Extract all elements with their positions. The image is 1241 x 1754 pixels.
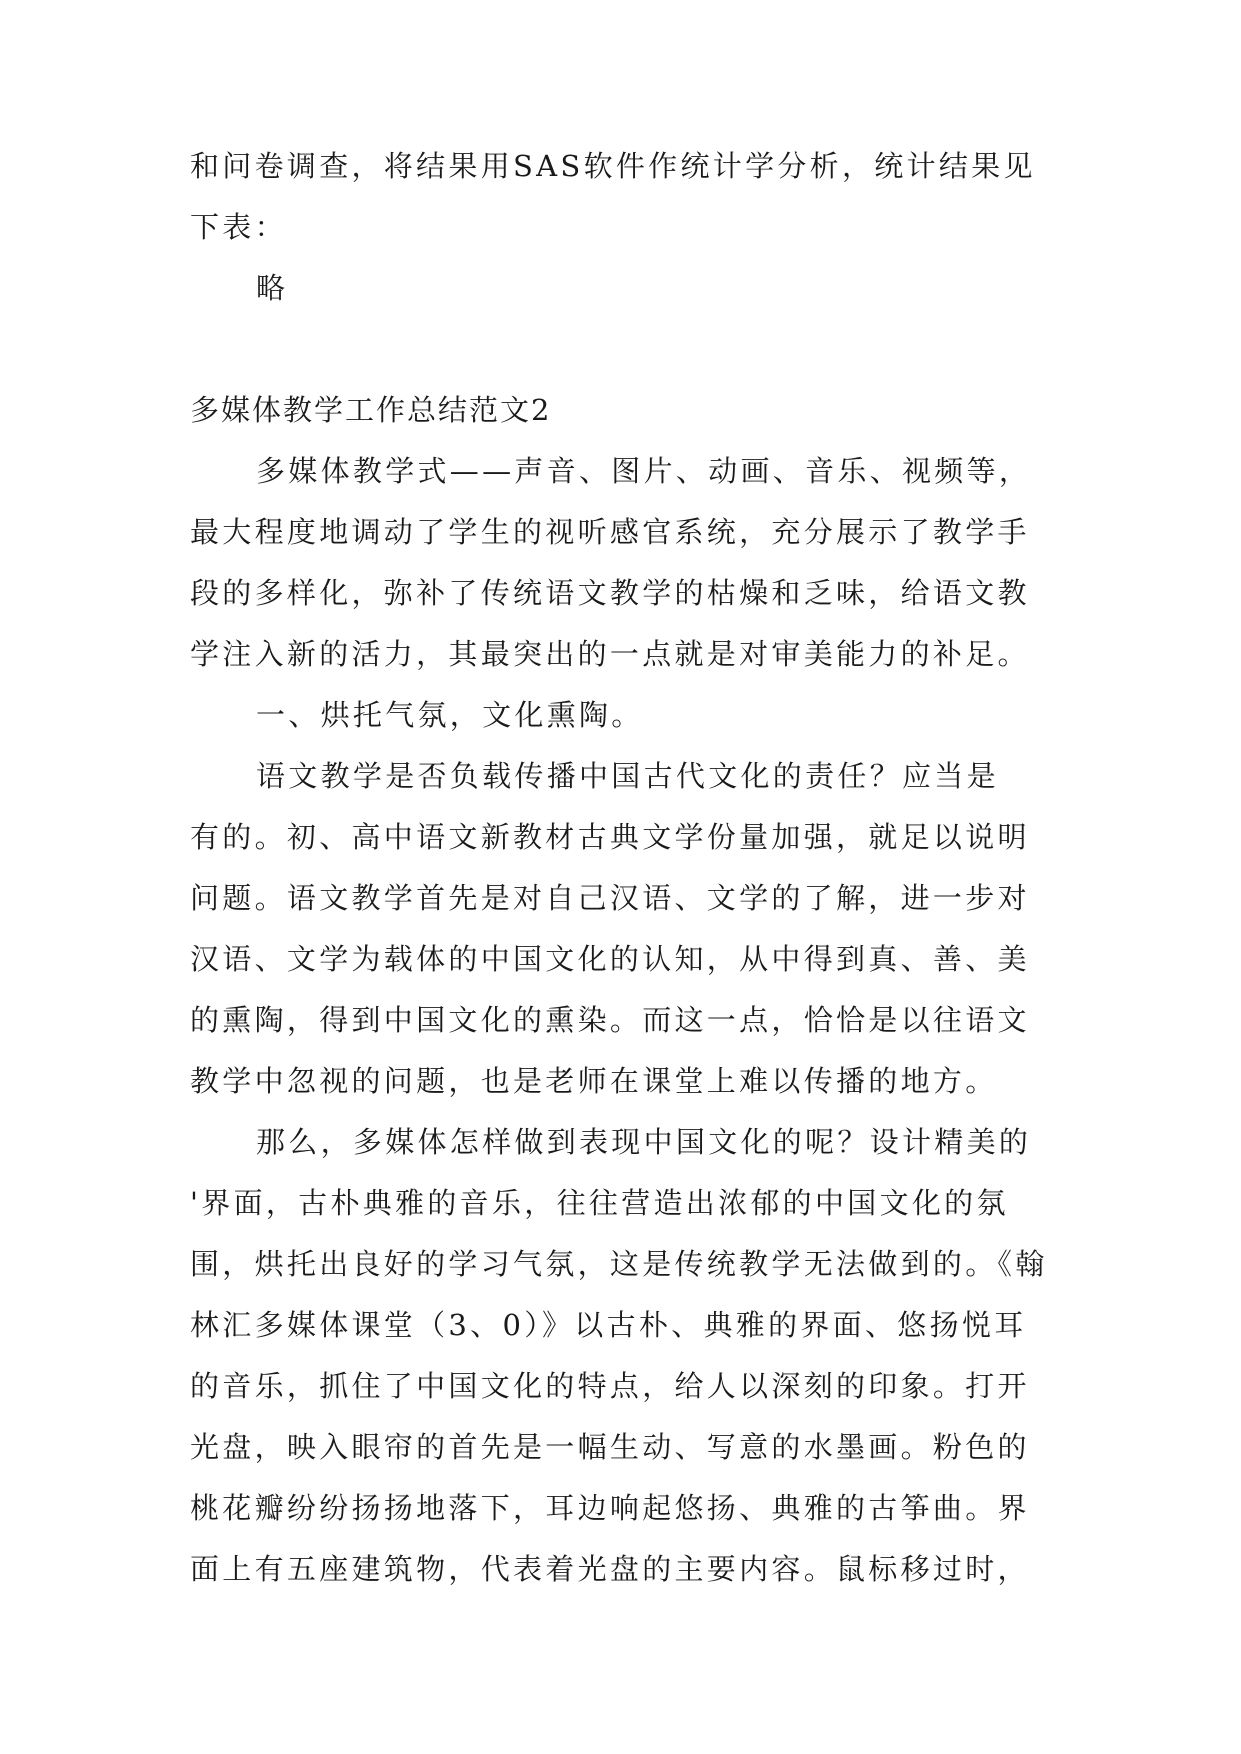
text-line: 光盘，映入眼帘的首先是一幅生动、写意的水墨画。粉色的 xyxy=(190,1430,1030,1464)
text-line: 下表： xyxy=(190,210,287,244)
text-line: 有的。初、高中语文新教材古典文学份量加强，就足以说明 xyxy=(190,820,1030,854)
text-line: 教学中忽视的问题，也是老师在课堂上难以传播的地方。 xyxy=(190,1064,998,1098)
text-line: 略 xyxy=(256,271,289,305)
text-line: 汉语、文学为载体的中国文化的认知，从中得到真、善、美 xyxy=(190,942,1030,976)
text-line: 多媒体教学式——声音、图片、动画、音乐、视频等， xyxy=(256,454,1032,488)
text-line: '界面，古朴典雅的音乐，往往营造出浓郁的中国文化的氛 xyxy=(190,1186,1009,1220)
text-line: 语文教学是否负载传播中国古代文化的责任？应当是 xyxy=(256,759,999,793)
text-line: 最大程度地调动了学生的视听感官系统，充分展示了教学手 xyxy=(190,515,1030,549)
text-line: 围，烘托出良好的学习气氛，这是传统教学无法做到的。《翰 xyxy=(190,1247,1048,1281)
text-line: 问题。语文教学首先是对自己汉语、文学的了解，进一步对 xyxy=(190,881,1030,915)
text-line: 的熏陶，得到中国文化的熏染。而这一点，恰恰是以往语文 xyxy=(190,1003,1030,1037)
text-line: 那么，多媒体怎样做到表现中国文化的呢？设计精美的 xyxy=(256,1125,1032,1159)
text-line: 桃花瓣纷纷扬扬地落下，耳边响起悠扬、典雅的古筝曲。界 xyxy=(190,1491,1030,1525)
text-line: 段的多样化，弥补了传统语文教学的枯燥和乏味，给语文教 xyxy=(190,576,1030,610)
text-line: 林汇多媒体课堂（3、0）》以古朴、典雅的界面、悠扬悦耳 xyxy=(190,1308,1027,1342)
text-line: 面上有五座建筑物，代表着光盘的主要内容。鼠标移过时， xyxy=(190,1552,1030,1586)
section-heading: 多媒体教学工作总结范文2 xyxy=(190,393,552,427)
text-line: 的音乐，抓住了中国文化的特点，给人以深刻的印象。打开 xyxy=(190,1369,1030,1403)
text-line: 和问卷调查，将结果用SAS软件作统计学分析，统计结果见 xyxy=(190,149,1036,183)
subheading: 一、烘托气氛，文化熏陶。 xyxy=(256,698,644,732)
text-line: 学注入新的活力，其最突出的一点就是对审美能力的补足。 xyxy=(190,637,1030,671)
